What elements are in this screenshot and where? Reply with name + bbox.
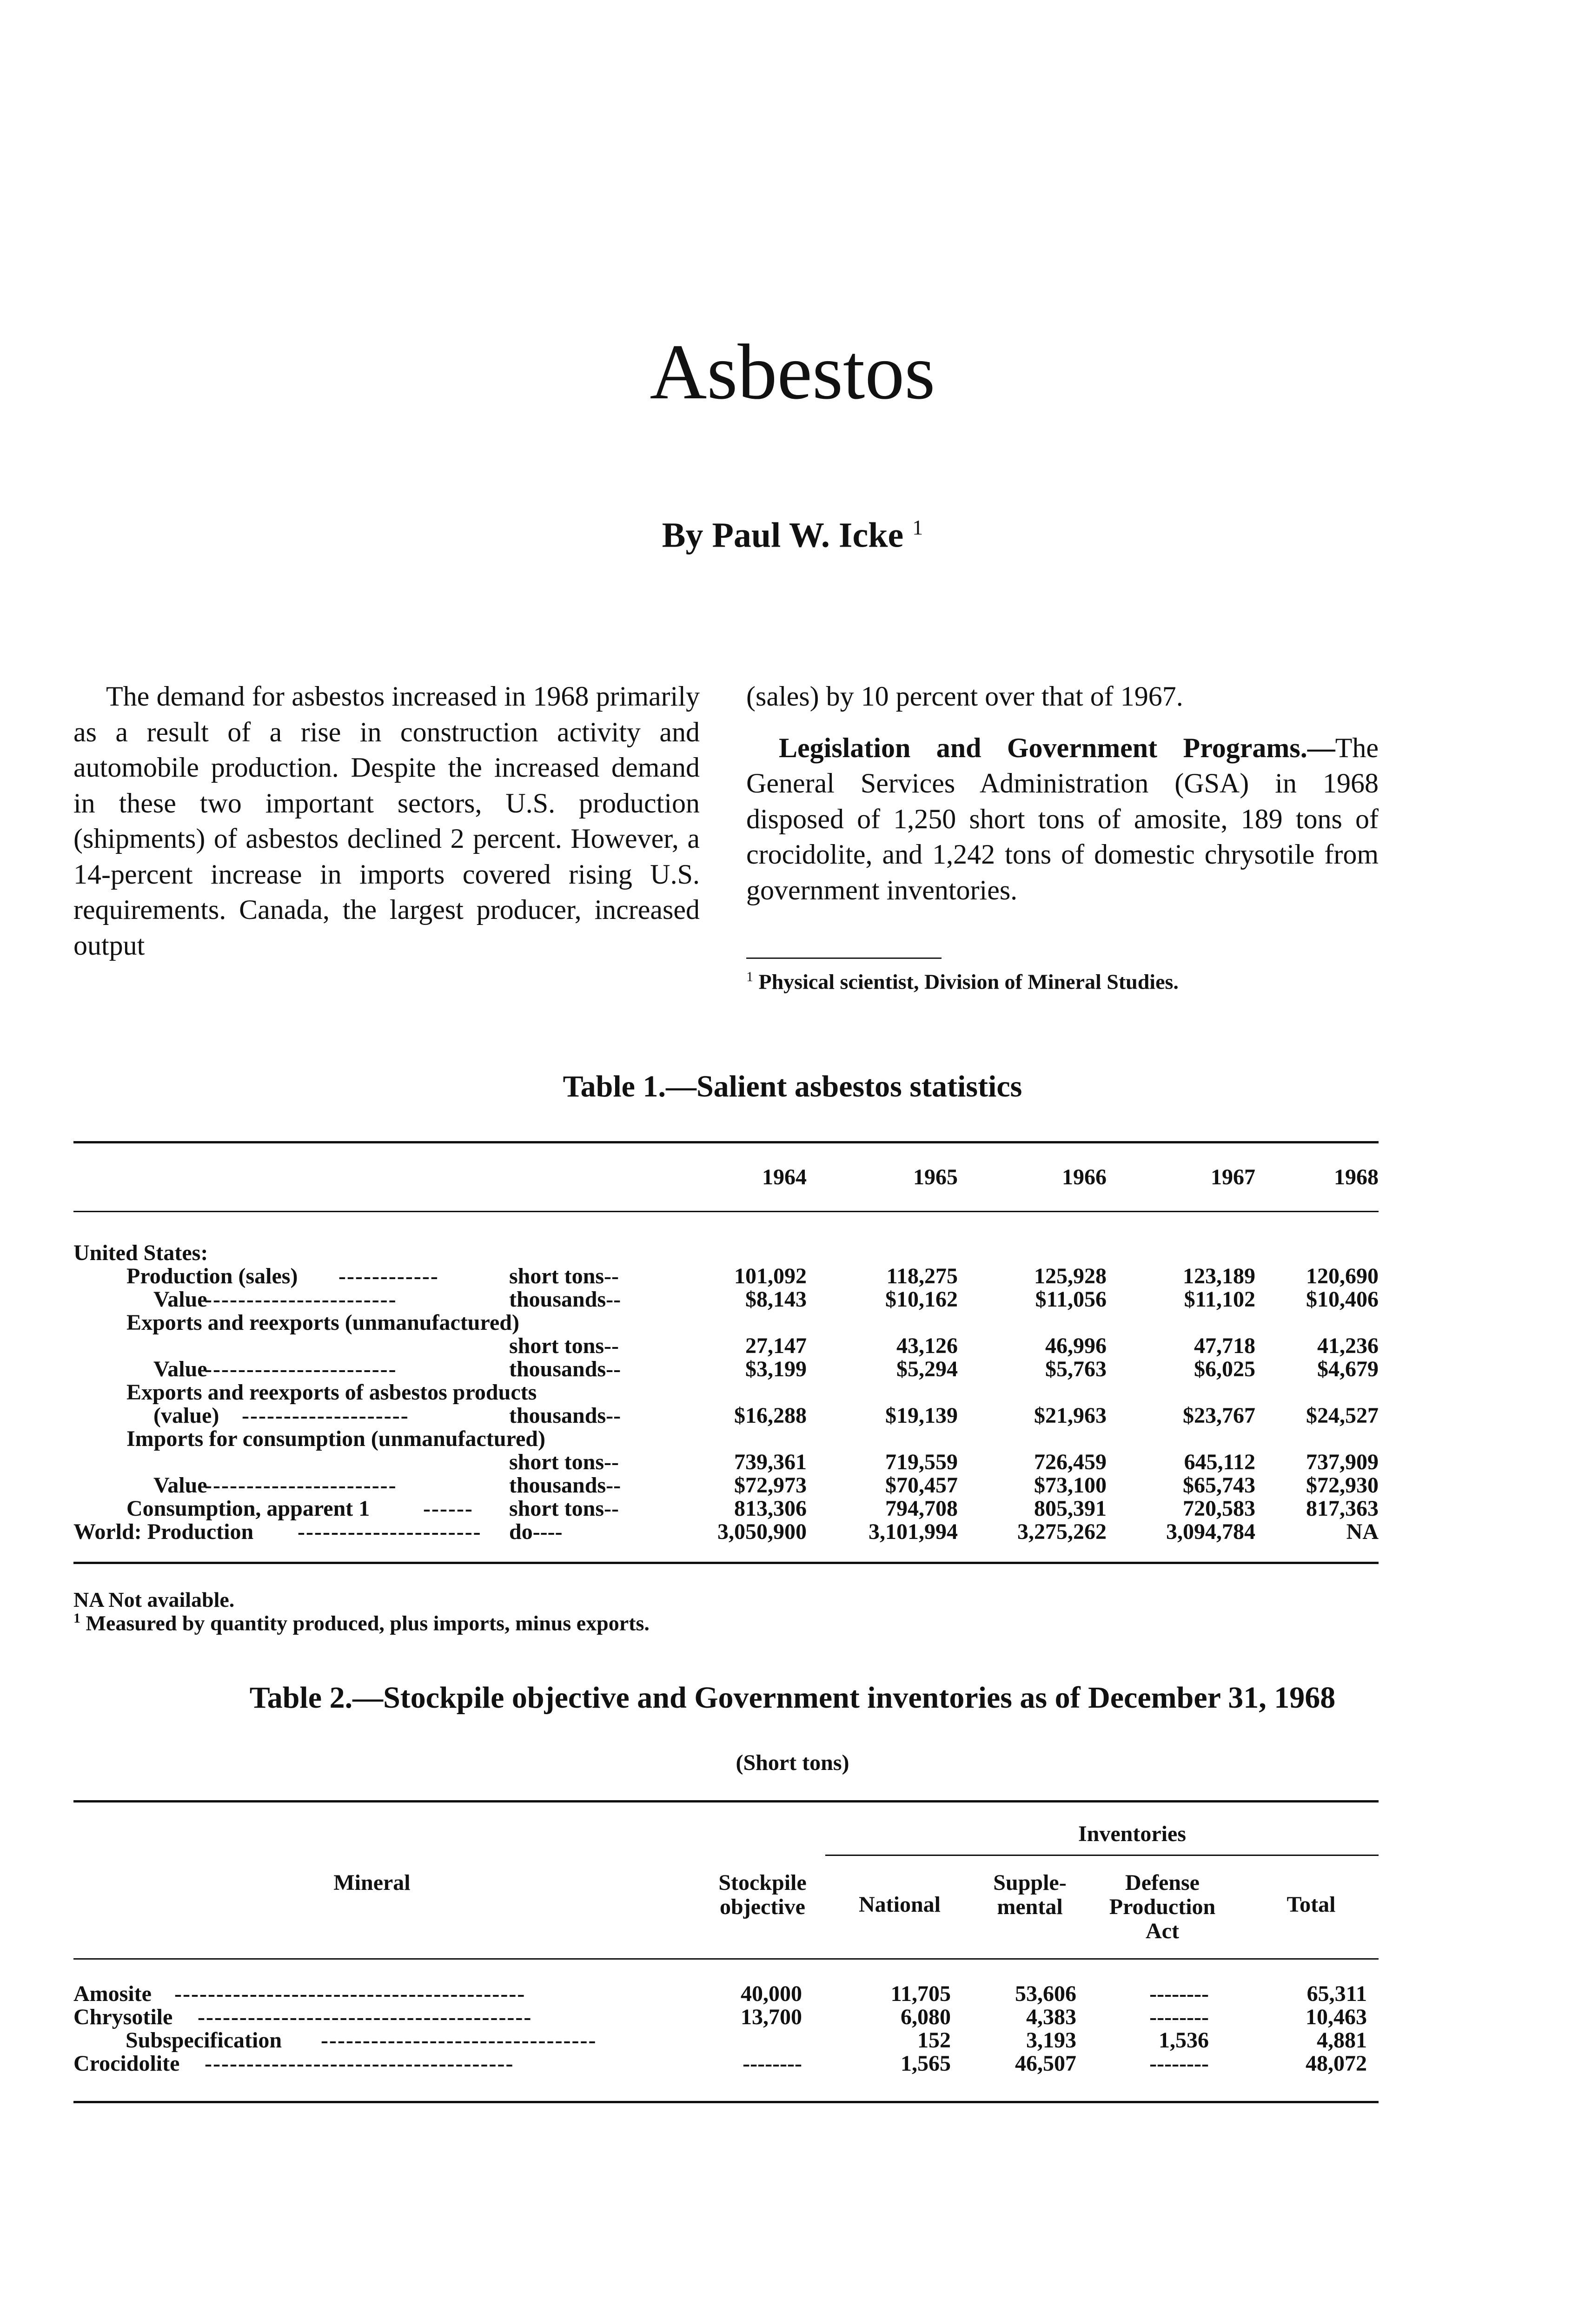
table2-head-mineral: Mineral bbox=[333, 1870, 411, 1895]
table2-header-rule bbox=[73, 1958, 1379, 1960]
table2-cell: -------- bbox=[743, 2051, 802, 2076]
table1-row-leader: ----------------------- bbox=[205, 1287, 397, 1312]
table1-row-unit: thousands-- bbox=[509, 1287, 621, 1312]
table1-title: Table 1.—Salient asbestos statistics bbox=[563, 1070, 1022, 1103]
table2-cell: 1,565 bbox=[901, 2051, 951, 2076]
table1-cell: 726,459 bbox=[1034, 1450, 1107, 1474]
table1-cell: 813,306 bbox=[734, 1496, 807, 1521]
table1-cell: $73,100 bbox=[1034, 1473, 1107, 1498]
body-column-left bbox=[73, 679, 700, 963]
table1-cell: 120,690 bbox=[1306, 1264, 1379, 1288]
table2-head-supplemental: Supple- mental bbox=[993, 1870, 1067, 1919]
table1-bottom-rule bbox=[73, 1562, 1379, 1564]
table1-cell: 719,559 bbox=[885, 1450, 958, 1474]
table1-row-label: (value) bbox=[153, 1403, 219, 1428]
table1-year-header: 1964 bbox=[762, 1165, 807, 1189]
table1-row-label: World: Production bbox=[73, 1519, 254, 1544]
table1-cell: NA bbox=[1346, 1519, 1379, 1544]
table1-row-label: Value bbox=[153, 1287, 207, 1312]
table2-row-label: Crocidolite bbox=[73, 2051, 180, 2076]
table1-cell: 47,718 bbox=[1194, 1334, 1255, 1358]
table1-note-1-mark: 1 bbox=[73, 1611, 80, 1626]
footnote-mark: 1 bbox=[746, 969, 753, 984]
table1-row-label: Production (sales) bbox=[126, 1264, 298, 1288]
table1-row-leader: ---------------------- bbox=[298, 1519, 482, 1544]
table2-cell: 4,881 bbox=[1317, 2028, 1367, 2053]
byline-author: By Paul W. Icke bbox=[662, 515, 904, 555]
author-footnote bbox=[746, 969, 1397, 994]
table1-year-header: 1966 bbox=[1062, 1165, 1107, 1189]
table2-head-stockpile: Stockpile objective bbox=[718, 1870, 807, 1919]
table1-row-label: United States: bbox=[73, 1241, 208, 1265]
table1-row-unit: short tons-- bbox=[509, 1334, 619, 1358]
legislation-heading: Legislation and Government Programs.— bbox=[779, 732, 1335, 763]
table2-title: Table 2.—Stockpile objective and Government inventories as of December 31, 1968 bbox=[249, 1681, 1336, 1715]
table1-cell: 805,391 bbox=[1034, 1496, 1107, 1521]
table1-row-unit: short tons-- bbox=[509, 1450, 619, 1474]
table1-row-leader: -------------------- bbox=[242, 1403, 409, 1428]
table2-cell: 48,072 bbox=[1306, 2051, 1367, 2076]
table1-cell: 123,189 bbox=[1183, 1264, 1255, 1288]
table2-cell: 1,536 bbox=[1159, 2028, 1209, 2053]
table2-cell: -------- bbox=[1149, 2051, 1209, 2076]
table1-cell: $11,102 bbox=[1184, 1287, 1255, 1312]
table2-head-total: Total bbox=[1287, 1892, 1336, 1917]
table2-cell: 65,311 bbox=[1306, 1981, 1367, 2006]
table1-cell: $10,162 bbox=[885, 1287, 958, 1312]
table2-cell: -------- bbox=[1149, 2005, 1209, 2029]
table2-cell: 4,383 bbox=[1026, 2005, 1076, 2029]
table1-row-label: Exports and reexports (unmanufactured) bbox=[126, 1310, 519, 1335]
table1-row-leader: ----------------------- bbox=[205, 1473, 397, 1498]
table1-cell: 43,126 bbox=[896, 1334, 958, 1358]
table1-cell: $4,679 bbox=[1317, 1357, 1379, 1381]
table1-year-header: 1965 bbox=[913, 1165, 958, 1189]
table1-cell: 46,996 bbox=[1045, 1334, 1107, 1358]
table1-cell: $24,527 bbox=[1306, 1403, 1379, 1428]
table1-header-rule bbox=[73, 1211, 1379, 1212]
table1-note-na: NA Not available. bbox=[73, 1588, 235, 1611]
table1-cell: 794,708 bbox=[885, 1496, 958, 1521]
table2-bottom-rule bbox=[73, 2101, 1379, 2103]
table2-cell: -------- bbox=[1149, 1981, 1209, 2006]
table1-cell: $8,143 bbox=[745, 1287, 807, 1312]
table1-cell: $16,288 bbox=[734, 1403, 807, 1428]
table2-row-label: Chrysotile bbox=[73, 2005, 173, 2029]
table1-cell: $23,767 bbox=[1183, 1403, 1255, 1428]
table1-cell: $6,025 bbox=[1194, 1357, 1255, 1381]
table1-cell: $19,139 bbox=[885, 1403, 958, 1428]
table2-subtitle: (Short tons) bbox=[736, 1750, 849, 1775]
table2-cell: 13,700 bbox=[741, 2005, 802, 2029]
table1-cell: 3,101,994 bbox=[869, 1519, 958, 1544]
table1-cell: $11,056 bbox=[1035, 1287, 1107, 1312]
table1-row-label: Exports and reexports of asbestos products bbox=[126, 1380, 537, 1405]
table1-cell: $72,930 bbox=[1306, 1473, 1379, 1498]
intro-paragraph: The demand for asbestos increased in 1968 primarily as a result of a rise in construction activity and automobile production. Despite the increased demand in these two important sectors, U.S. production (shipments) of asbestos declined 2 percent. However, a 14-percent increase in imports covered rising U.S. requirements. Canada, the largest producer, increased output bbox=[73, 681, 700, 961]
body-column-right bbox=[746, 679, 1379, 908]
table1-year-header: 1967 bbox=[1211, 1165, 1255, 1189]
table2-head-defense: Defense Production Act bbox=[1109, 1870, 1216, 1943]
table1-cell: 737,909 bbox=[1306, 1450, 1379, 1474]
table2-cell: 46,507 bbox=[1015, 2051, 1076, 2076]
table2-inventories-rule bbox=[825, 1855, 1379, 1856]
table1-row-label: Consumption, apparent 1 bbox=[126, 1496, 370, 1521]
table1-cell: 118,275 bbox=[886, 1264, 958, 1288]
table1-row-label: Imports for consumption (unmanufactured) bbox=[126, 1426, 545, 1451]
table2-cell: 10,463 bbox=[1306, 2005, 1367, 2029]
table1-cell: $3,199 bbox=[745, 1357, 807, 1381]
article-title: Asbestos bbox=[650, 328, 935, 416]
table2-cell: 53,606 bbox=[1015, 1981, 1076, 2006]
table1-year-header: 1968 bbox=[1334, 1165, 1379, 1189]
table2-cell: 6,080 bbox=[901, 2005, 951, 2029]
intro-paragraph-continued: (sales) by 10 percent over that of 1967. bbox=[746, 681, 1183, 712]
table1-row-unit: thousands-- bbox=[509, 1403, 621, 1428]
table2-cell: 152 bbox=[917, 2028, 951, 2053]
table2-cell: 11,705 bbox=[890, 1981, 951, 2006]
table1-cell: $10,406 bbox=[1306, 1287, 1379, 1312]
table1-note-1-text: Measured by quantity produced, plus imports, minus exports. bbox=[86, 1611, 650, 1635]
table1-cell: 720,583 bbox=[1183, 1496, 1255, 1521]
table2-head-national: National bbox=[858, 1892, 941, 1917]
table1-row-unit: thousands-- bbox=[509, 1473, 621, 1498]
legislation-text: The General Services Administration (GSA) in 1968 disposed of 1,250 short tons of amosite, 189 tons of crocidolite, and 1,242 tons of domestic chrysotile from government inventories. bbox=[746, 732, 1379, 905]
table1-cell: $72,973 bbox=[734, 1473, 807, 1498]
table2-row-leader: ---------------------------------------- bbox=[198, 2005, 532, 2029]
table1-row-unit: thousands-- bbox=[509, 1357, 621, 1381]
table1-row-label: Value bbox=[153, 1473, 207, 1498]
table1-cell: 645,112 bbox=[1184, 1450, 1255, 1474]
table1-cell: 3,050,900 bbox=[717, 1519, 807, 1544]
table1-cell: $65,743 bbox=[1183, 1473, 1255, 1498]
table2-head-inventories: Inventories bbox=[1078, 1822, 1186, 1846]
table1-cell: $21,963 bbox=[1034, 1403, 1107, 1428]
table1-cell: 3,275,262 bbox=[1017, 1519, 1107, 1544]
table1-cell: 3,094,784 bbox=[1166, 1519, 1255, 1544]
table1-cell: $5,294 bbox=[896, 1357, 958, 1381]
table1-cell: 817,363 bbox=[1306, 1496, 1379, 1521]
table1-row-unit: short tons-- bbox=[509, 1496, 619, 1521]
table1-row-label: Value bbox=[153, 1357, 207, 1381]
table1-cell: 739,361 bbox=[734, 1450, 807, 1474]
byline bbox=[0, 515, 1585, 555]
table1-row-unit: short tons-- bbox=[509, 1264, 619, 1288]
table2-cell: 3,193 bbox=[1026, 2028, 1076, 2053]
table1-cell: 125,928 bbox=[1034, 1264, 1107, 1288]
table2-row-label: Subspecification bbox=[126, 2028, 282, 2053]
table2-cell: 40,000 bbox=[741, 1981, 802, 2006]
table2-row-leader: ------------------------------------------ bbox=[174, 1981, 526, 2006]
table1-row-unit: do---- bbox=[509, 1519, 563, 1544]
table1-cell: $70,457 bbox=[885, 1473, 958, 1498]
table1-row-leader: ----------------------- bbox=[205, 1357, 397, 1381]
table1-cell: 41,236 bbox=[1317, 1334, 1379, 1358]
footnote-rule bbox=[746, 957, 942, 959]
footnote-text: Physical scientist, Division of Mineral Studies. bbox=[758, 970, 1179, 994]
table1-cell: 101,092 bbox=[734, 1264, 807, 1288]
table1-cell: $5,763 bbox=[1045, 1357, 1107, 1381]
table2-top-rule bbox=[73, 1800, 1379, 1802]
table1-cell: 27,147 bbox=[745, 1334, 807, 1358]
table1-row-leader: ------------ bbox=[338, 1264, 439, 1288]
table1-row-leader: ------ bbox=[423, 1496, 473, 1521]
table2-row-label: Amosite bbox=[73, 1981, 152, 2006]
table1-top-rule bbox=[73, 1141, 1379, 1143]
legislation-paragraph bbox=[746, 730, 1379, 908]
table2-row-leader: --------------------------------- bbox=[321, 2028, 597, 2053]
byline-footnote-mark: 1 bbox=[912, 515, 923, 539]
table1-note-1 bbox=[73, 1611, 650, 1635]
table2-row-leader: ------------------------------------- bbox=[205, 2051, 514, 2076]
